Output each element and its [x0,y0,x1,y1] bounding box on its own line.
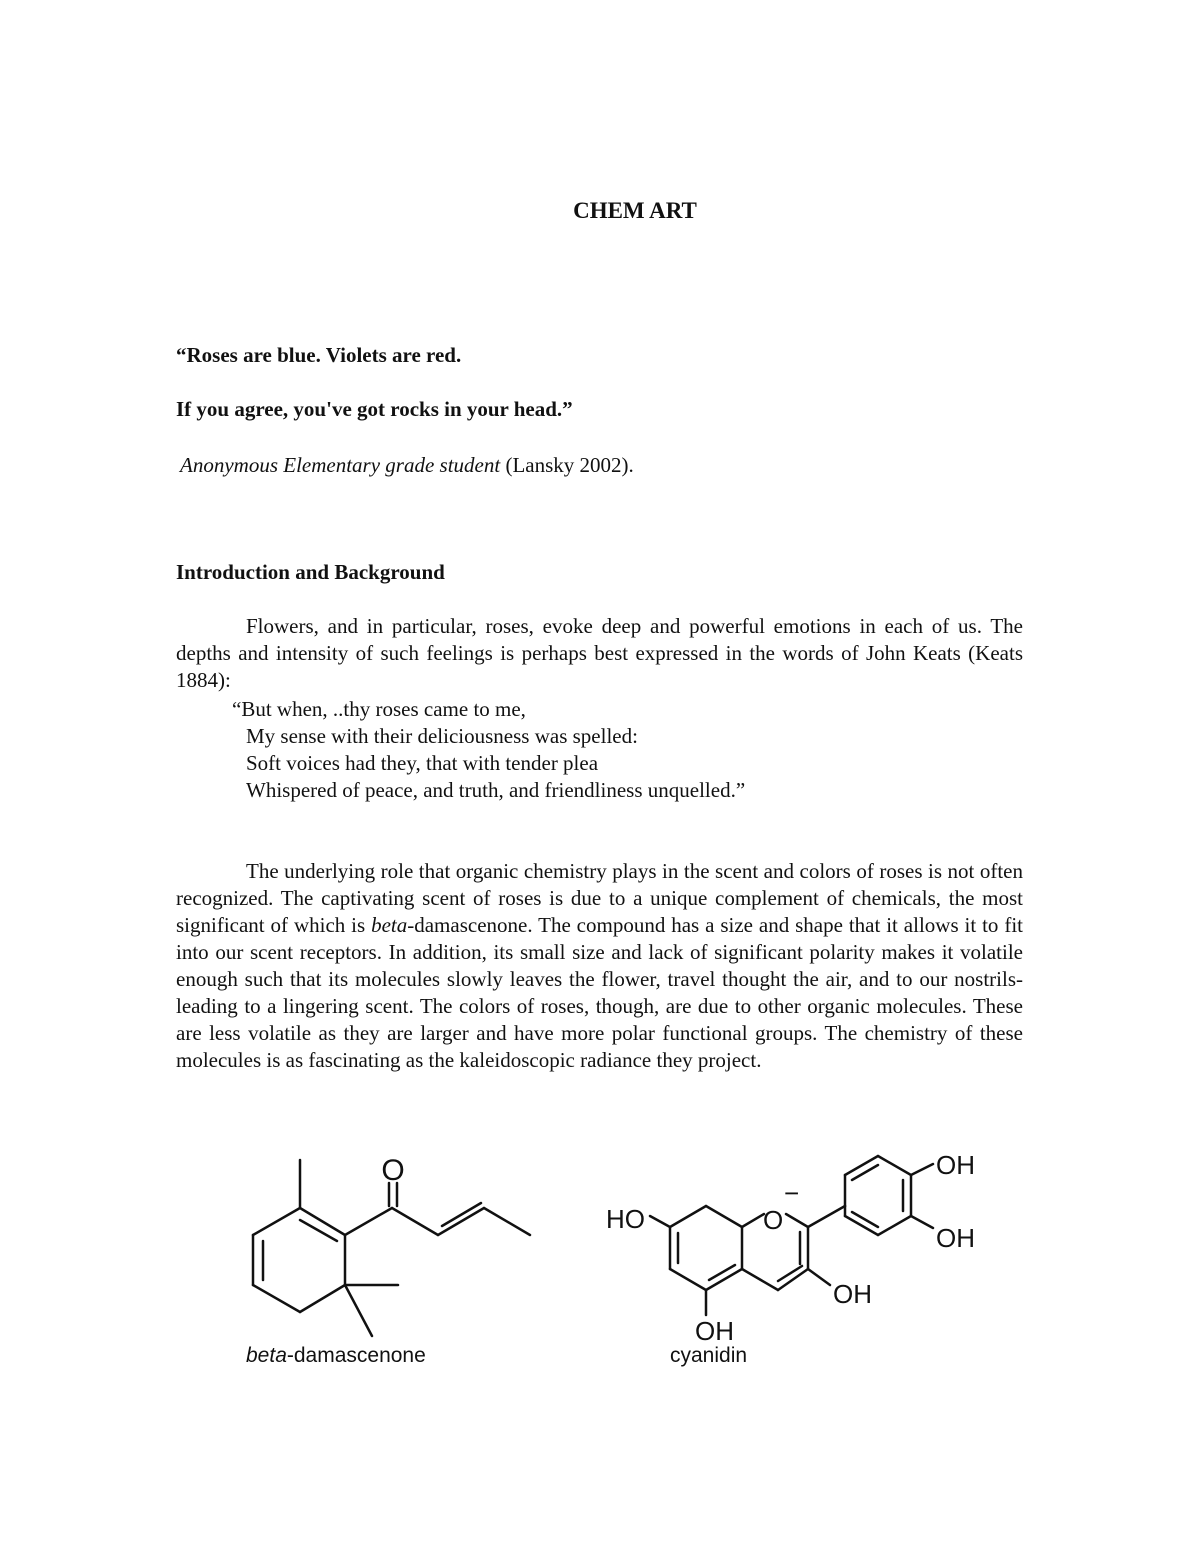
chain-bond [345,1208,392,1235]
double-bond-inner [300,1220,337,1241]
caption-beta: beta [246,1344,287,1367]
epigraph-line-2: If you agree, you've got rocks in your head.” [176,397,573,421]
poem-line: “But when, ..thy roses came to me, [232,697,526,721]
epigraph-line-1: “Roses are blue. Violets are red. [176,343,462,367]
label-ring-oxygen: O [763,1205,784,1235]
ring-bond [786,1214,808,1227]
poem-line: Whispered of peace, and truth, and friendliness unquelled.” [246,778,746,802]
damascenone-caption [246,1344,426,1368]
page-title: CHEM ART [573,198,697,223]
caption-damascenone: -damascenone [286,1344,426,1367]
paragraph-chemistry-beta: beta [371,913,408,937]
paragraph-chemistry-part-a: The underlying role that organic chemistry plays in the scent and colors of roses is not often recognized. The captivating scent of roses is due to a unique complement of chemicals, the most significant of which is [176,859,1023,937]
double-bond-inner [852,1212,878,1227]
label-charge: − [784,1178,800,1208]
ring-bond [742,1214,764,1227]
label-oh-bottom: OH [695,1316,734,1346]
ring-bond [845,1156,878,1175]
chain-bond [438,1208,484,1235]
substituent-bond [650,1216,670,1227]
paragraph-intro: Flowers, and in particular, roses, evoke deep and powerful emotions in each of us. The depths and intensity of such feelings is perhaps best expressed in the words of John Keats (Keats 1884): [176,614,1023,692]
label-ho: HO [606,1204,645,1234]
linking-bond [808,1206,845,1227]
section-heading: Introduction and Background [176,560,445,584]
double-bond-inner [709,1265,735,1280]
substituent-bond [911,1216,933,1228]
ring-bond [878,1216,911,1235]
cyanidin-labels [606,1150,975,1346]
label-oh-top: OH [936,1150,975,1180]
methyl-bond [345,1285,372,1336]
cyanidin-caption: cyanidin [670,1344,748,1367]
ring-bond [670,1206,706,1227]
double-bond-inner [852,1165,878,1180]
label-oh-right: OH [936,1223,975,1253]
paragraph-chemistry [176,858,1023,1074]
label-oh-c3: OH [833,1279,872,1309]
double-bond-inner [778,1266,802,1281]
poem-line: My sense with their deliciousness was spelled: [246,724,638,748]
structures-figure [0,1140,1200,1400]
chain-bond [484,1208,530,1235]
epigraph-attribution [180,453,634,478]
ring-bond [300,1285,345,1312]
keats-poem [232,696,746,804]
ring-bond [742,1269,778,1290]
attribution-author: Anonymous Elementary grade student [180,453,501,477]
ring-bond [253,1285,300,1312]
chemical-structures-drawing [0,1140,1200,1400]
ring-bond [878,1156,911,1175]
substituent-bond [911,1164,933,1175]
ring-bond [706,1206,742,1227]
ring-bond [300,1208,345,1235]
paragraph-chemistry-part-b: -damascenone. The compound has a size and shape that it allows it to fit into our scent receptors. In addition, its small size and lack of significant polarity makes it volatile enough such that its molecules slowly leaves the flower, travel thought the air, and to our nostrils-leading to a lingering scent. The colors of roses, though, are due to other organic molecules. These are less volatile as they are larger and have more polar functional groups. The chemistry of these molecules is as fascinating as the kaleidoscopic radiance they project. [176,913,1023,1072]
chain-bond [392,1208,438,1235]
substituent-bond [808,1269,830,1285]
attribution-source: (Lansky 2002). [500,453,634,477]
ring-bond [253,1208,300,1235]
carbonyl-oxygen-label: O [381,1154,405,1187]
poem-line: Soft voices had they, that with tender plea [246,751,599,775]
ring-bond [670,1269,706,1290]
